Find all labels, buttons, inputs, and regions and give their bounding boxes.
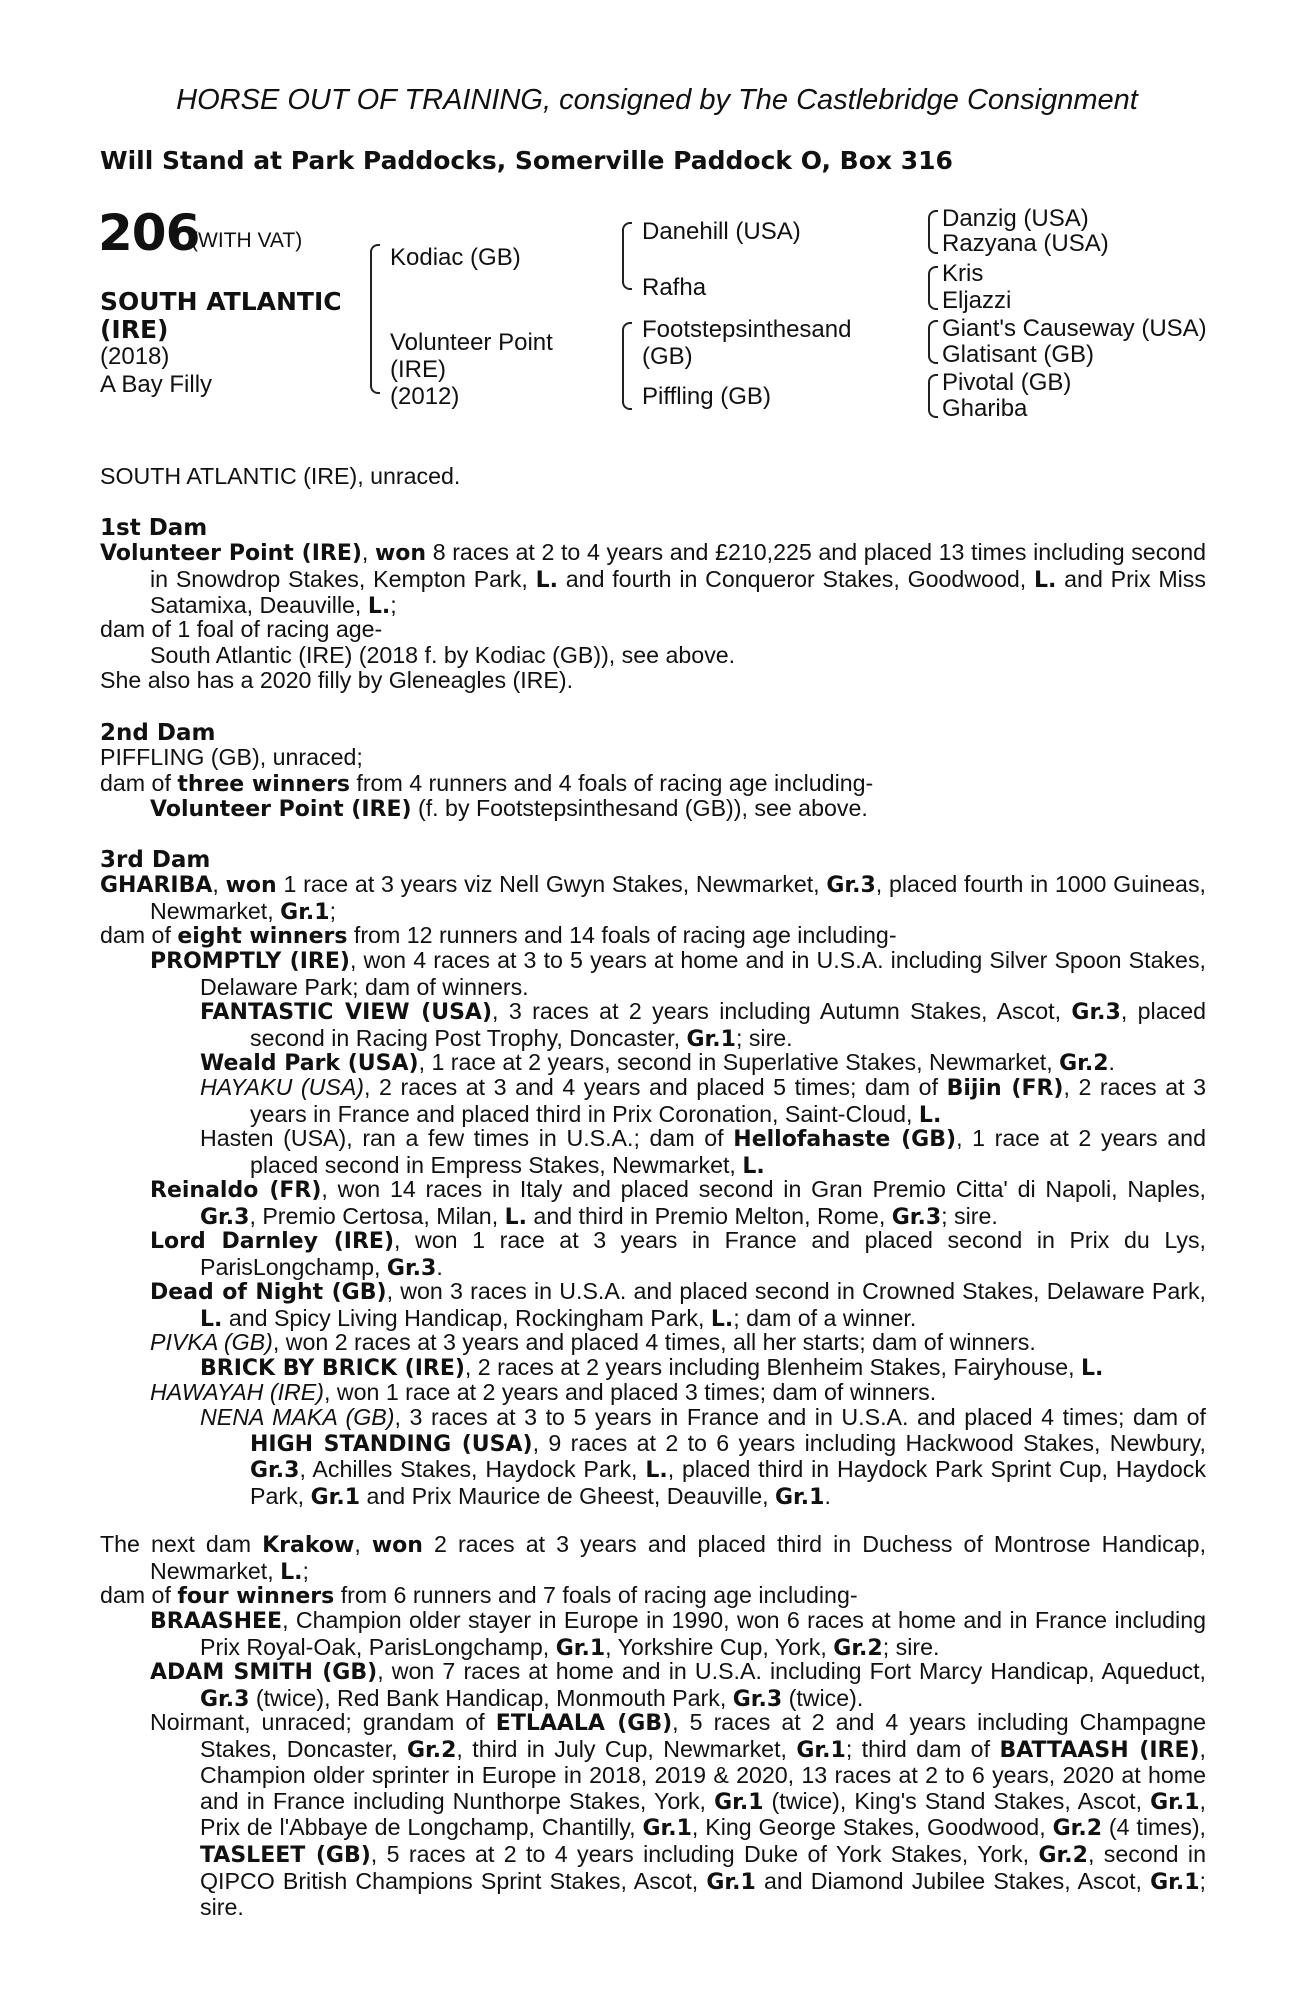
produce-entry: Weald Park (USA), 1 race at 2 years, second in Superlative Stakes, Newmarket, Gr.2.	[200, 1049, 1115, 1076]
pedigree-g3: Kris	[942, 260, 984, 287]
dam3-record: GHARIBA, won 1 race at 3 years viz Nell Gwyn Stakes, Newmarket, Gr.3, placed fourth in 1000 Guineas, Newmarket, Gr.1;	[100, 871, 1206, 925]
horse-name-country: (IRE)	[100, 315, 169, 344]
produce-entry: HAYAKU (USA), 2 races at 3 and 4 years and placed 5 times; dam of Bijin (FR), 2 races at 3 years in France and placed third in Prix Coronation, Saint-Cloud, L.	[200, 1074, 1206, 1128]
pedigree-sire-dam: Rafha	[642, 274, 707, 301]
pedigree-g1: Danzig (USA)	[942, 205, 1089, 232]
pedigree-g5: Giant's Causeway (USA)	[942, 315, 1207, 342]
dam1-foals: dam of 1 foal of racing age-	[100, 616, 383, 642]
pedigree-sire-sire: Danehill (USA)	[642, 218, 801, 245]
horse-year: (2018)	[100, 343, 170, 370]
produce-entry: FANTASTIC VIEW (USA), 3 races at 2 years including Autumn Stakes, Ascot, Gr.3, placed second in Racing Post Trophy, Doncaster, Gr.1; sire.	[200, 998, 1206, 1052]
produce-entry: PIVKA (GB), won 2 races at 3 years and placed 4 times, all her starts; dam of winners.	[150, 1329, 1036, 1355]
section-heading-1st-dam: 1st Dam	[100, 515, 208, 541]
pedigree-brace	[928, 266, 938, 310]
pedigree-dam-year: (2012)	[390, 383, 460, 410]
dam3-foals: dam of eight winners from 12 runners and 14 foals of racing age including-	[100, 922, 897, 949]
pedigree-brace	[928, 320, 938, 364]
vat-note: (WITH VAT)	[191, 229, 303, 252]
section-heading-3rd-dam: 3rd Dam	[100, 847, 211, 873]
pedigree-dam-dam: Piffling (GB)	[642, 383, 771, 410]
produce-entry: PROMPTLY (IRE), won 4 races at 3 to 5 years at home and in U.S.A. including Silver Spoon Stakes, Delaware Park; dam of winners.	[150, 947, 1206, 1000]
pedigree-brace	[622, 322, 632, 410]
pedigree-dam-sire-country: (GB)	[642, 343, 693, 370]
produce-entry: BRAASHEE, Champion older stayer in Europe in 1990, won 6 races at home and in France including Prix Royal-Oak, ParisLongchamp, Gr.1, Yorkshire Cup, York, Gr.2; sire.	[150, 1607, 1206, 1661]
dam2-record: PIFFLING (GB), unraced;	[100, 744, 363, 770]
produce-entry: Dead of Night (GB), won 3 races in U.S.A. and placed second in Crowned Stakes, Delaware Park, L. and Spicy Living Handicap, Rockingham Park, L.; dam of a winner.	[150, 1278, 1206, 1332]
pedigree-g4: Eljazzi	[942, 287, 1012, 314]
horse-description: A Bay Filly	[100, 371, 213, 398]
pedigree-dam-sire: Footstepsinthesand	[642, 316, 852, 343]
dam1-produce: South Atlantic (IRE) (2018 f. by Kodiac (GB)), see above.	[150, 642, 736, 668]
pedigree-dam: Volunteer Point	[390, 329, 553, 356]
dam2-foals: dam of three winners from 4 runners and 4 foals of racing age including-	[100, 770, 874, 797]
pedigree-dam-country: (IRE)	[390, 356, 446, 383]
pedigree-brace	[928, 374, 938, 418]
dam1-record: Volunteer Point (IRE), won 8 races at 2 to 4 years and £210,225 and placed 13 times including second in Snowdrop Stakes, Kempton Park, L. and fourth in Conqueror Stakes, Goodwood, L. and Prix Miss Satamixa, Deauville, L.;	[100, 539, 1206, 620]
produce-entry: HAWAYAH (IRE), won 1 race at 2 years and placed 3 times; dam of winners.	[150, 1379, 937, 1405]
unraced-note: SOUTH ATLANTIC (IRE), unraced.	[100, 463, 461, 489]
consignment-header: HORSE OUT OF TRAINING, consigned by The Castlebridge Consignment	[176, 84, 1138, 116]
pedigree-g6: Glatisant (GB)	[942, 341, 1095, 368]
stand-location: Will Stand at Park Paddocks, Somerville Paddock O, Box 316	[100, 146, 953, 175]
produce-entry: Lord Darnley (IRE), won 1 race at 3 years in France and placed second in Prix du Lys, ParisLongchamp, Gr.3.	[150, 1227, 1207, 1281]
pedigree-g8: Ghariba	[942, 395, 1028, 422]
pedigree-brace	[622, 222, 632, 290]
horse-name: SOUTH ATLANTIC	[100, 287, 342, 316]
produce-entry: Reinaldo (FR), won 14 races in Italy and placed second in Gran Premio Citta' di Napoli, Naples, Gr.3, Premio Certosa, Milan, L. and third in Premio Melton, Rome, Gr.3; sire.	[150, 1176, 1206, 1230]
lot-number: 206	[98, 204, 200, 262]
dam2-produce: Volunteer Point (IRE) (f. by Footstepsinthesand (GB)), see above.	[150, 795, 868, 822]
produce-entry: ADAM SMITH (GB), won 7 races at home and in U.S.A. including Fort Marcy Handicap, Aqueduct, Gr.3 (twice), Red Bank Handicap, Monmouth Park, Gr.3 (twice).	[150, 1658, 1206, 1712]
produce-entry: BRICK BY BRICK (IRE), 2 races at 2 years including Blenheim Stakes, Fairyhouse, L.	[200, 1354, 1104, 1381]
pedigree-g7: Pivotal (GB)	[942, 369, 1072, 396]
produce-entry: NENA MAKA (GB), 3 races at 3 to 5 years in France and in U.S.A. and placed 4 times; dam of HIGH STANDING (USA), 9 races at 2 to 6 years including Hackwood Stakes, Newbury, Gr.3, Achilles Stakes, Haydock Park, L., placed third in Haydock Park Sprint Cup, Haydock Park, Gr.1 and Prix Maurice de Gheest, Deauville, Gr.1.	[200, 1404, 1207, 1510]
section-heading-2nd-dam: 2nd Dam	[100, 720, 216, 746]
pedigree-brace	[928, 210, 938, 254]
produce-entry: Hasten (USA), ran a few times in U.S.A.; dam of Hellofahaste (GB), 1 race at 2 years and placed second in Empress Stakes, Newmarket, L.	[200, 1125, 1206, 1179]
pedigree-brace	[370, 244, 380, 394]
next-dam-foals: dam of four winners from 6 runners and 7 foals of racing age including-	[100, 1582, 858, 1609]
next-dam-record: The next dam Krakow, won 2 races at 3 years and placed third in Duchess of Montrose Handicap, Newmarket, L.;	[100, 1531, 1207, 1585]
produce-entry: Noirmant, unraced; grandam of ETLAALA (GB), 5 races at 2 and 4 years including Champagne Stakes, Doncaster, Gr.2, third in July Cup, Newmarket, Gr.1; third dam of BATTAASH (IRE), Champion older sprinter in Europe in 2018, 2019 & 2020, 13 races at 2 to 6 years, 2020 at home and in France including Nunthorpe Stakes, York, Gr.1 (twice), King's Stand Stakes, Ascot, Gr.1, Prix de l'Abbaye de Longchamp, Chantilly, Gr.1, King George Stakes, Goodwood, Gr.2 (4 times), TASLEET (GB), 5 races at 2 to 4 years including Duke of York Stakes, York, Gr.2, second in QIPCO British Champions Sprint Stakes, Ascot, Gr.1 and Diamond Jubilee Stakes, Ascot, Gr.1; sire.	[150, 1709, 1206, 1921]
dam1-note: She also has a 2020 filly by Gleneagles (IRE).	[100, 667, 574, 693]
pedigree-sire: Kodiac (GB)	[390, 244, 521, 271]
pedigree-g2: Razyana (USA)	[942, 230, 1109, 257]
